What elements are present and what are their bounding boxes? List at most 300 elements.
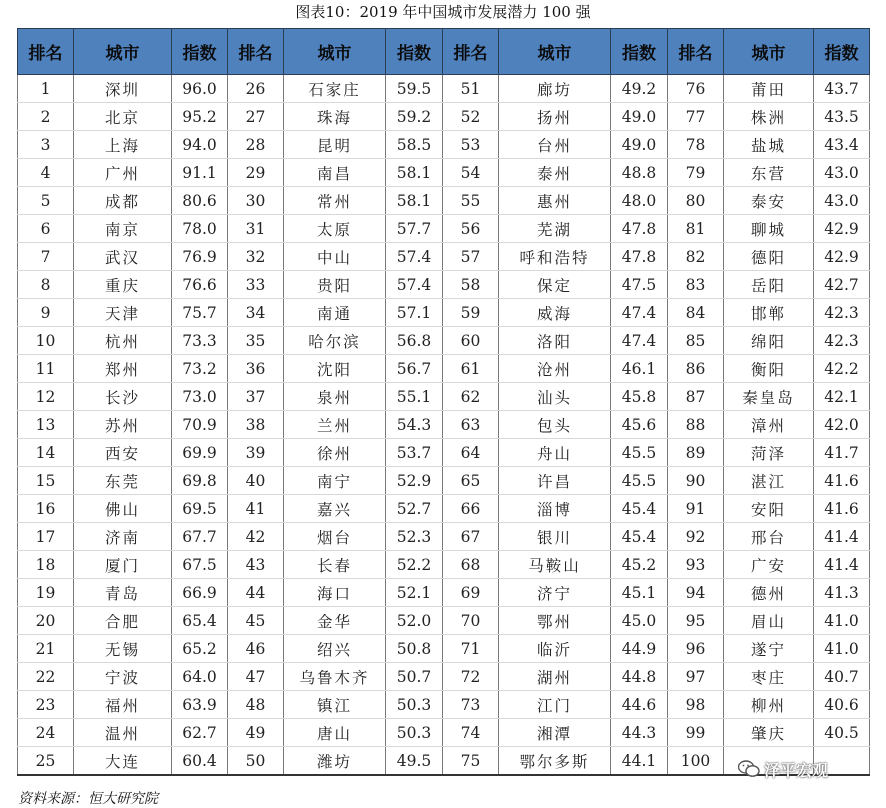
cell-rank: 18	[18, 551, 74, 579]
cell-rank: 34	[228, 299, 284, 327]
cell-index: 58.1	[386, 159, 443, 187]
cell-rank: 67	[443, 523, 499, 551]
cell-index: 66.9	[172, 579, 228, 607]
cell-city: 泰州	[499, 159, 611, 187]
cell-index: 73.0	[172, 383, 228, 411]
cell-index: 78.0	[172, 215, 228, 243]
cell-index: 57.1	[386, 299, 443, 327]
cell-city: 成都	[74, 187, 172, 215]
cell-rank: 70	[443, 607, 499, 635]
cell-city: 岳阳	[724, 271, 814, 299]
table-row	[18, 187, 870, 215]
header-city: 城市	[284, 29, 386, 75]
cell-rank: 36	[228, 355, 284, 383]
cell-city: 潍坊	[284, 747, 386, 776]
cell-rank: 9	[18, 299, 74, 327]
cell-index: 44.1	[611, 747, 668, 776]
cell-index: 42.2	[814, 355, 870, 383]
cell-rank: 51	[443, 75, 499, 103]
cell-index: 56.8	[386, 327, 443, 355]
cell-index: 57.4	[386, 271, 443, 299]
cell-rank: 84	[668, 299, 724, 327]
cell-index: 69.5	[172, 495, 228, 523]
cell-index: 58.1	[386, 187, 443, 215]
cell-rank: 21	[18, 635, 74, 663]
cell-index: 57.4	[386, 243, 443, 271]
cell-city: 莆田	[724, 75, 814, 103]
source-note: 资料来源：恒大研究院	[18, 791, 158, 807]
cell-rank: 100	[668, 747, 724, 776]
cell-rank: 71	[443, 635, 499, 663]
cell-index: 45.4	[611, 495, 668, 523]
cell-city: 宁波	[74, 663, 172, 691]
cell-city: 绵阳	[724, 327, 814, 355]
cell-city: 苏州	[74, 411, 172, 439]
cell-city: 杭州	[74, 327, 172, 355]
table-row	[18, 719, 870, 747]
cell-index: 55.1	[386, 383, 443, 411]
cell-rank: 14	[18, 439, 74, 467]
cell-index: 42.3	[814, 299, 870, 327]
cell-city: 佛山	[74, 495, 172, 523]
cell-index: 43.7	[814, 75, 870, 103]
cell-rank: 47	[228, 663, 284, 691]
cell-index: 41.4	[814, 551, 870, 579]
cell-city: 临沂	[499, 635, 611, 663]
header-rank: 排名	[443, 29, 499, 75]
cell-rank: 39	[228, 439, 284, 467]
cell-index: 47.8	[611, 215, 668, 243]
cell-city: 烟台	[284, 523, 386, 551]
cell-city: 大连	[74, 747, 172, 776]
cell-rank: 60	[443, 327, 499, 355]
cell-index: 45.6	[611, 411, 668, 439]
cell-rank: 93	[668, 551, 724, 579]
header-rank: 排名	[228, 29, 284, 75]
cell-index: 43.4	[814, 131, 870, 159]
cell-city: 威海	[499, 299, 611, 327]
cell-index: 70.9	[172, 411, 228, 439]
cell-city: 菏泽	[724, 439, 814, 467]
cell-city: 许昌	[499, 467, 611, 495]
cell-index: 52.3	[386, 523, 443, 551]
cell-rank: 97	[668, 663, 724, 691]
cell-rank: 19	[18, 579, 74, 607]
cell-city: 济宁	[499, 579, 611, 607]
cell-city: 秦皇岛	[724, 383, 814, 411]
cell-index: 40.6	[814, 691, 870, 719]
table-row	[18, 411, 870, 439]
header-index: 指数	[611, 29, 668, 75]
cell-city: 深圳	[74, 75, 172, 103]
cell-city: 江门	[499, 691, 611, 719]
cell-index: 41.4	[814, 523, 870, 551]
cell-rank: 27	[228, 103, 284, 131]
cell-index: 45.8	[611, 383, 668, 411]
cell-city: 柳州	[724, 691, 814, 719]
cell-city: 珠海	[284, 103, 386, 131]
cell-city: 漳州	[724, 411, 814, 439]
cell-city: 衡阳	[724, 355, 814, 383]
cell-index: 65.4	[172, 607, 228, 635]
cell-city: 广州	[74, 159, 172, 187]
cell-city: 厦门	[74, 551, 172, 579]
cell-city: 沧州	[499, 355, 611, 383]
cell-index: 52.0	[386, 607, 443, 635]
cell-index: 41.0	[814, 635, 870, 663]
cell-rank: 95	[668, 607, 724, 635]
cell-rank: 77	[668, 103, 724, 131]
table-row	[18, 551, 870, 579]
table-row	[18, 635, 870, 663]
header-city: 城市	[724, 29, 814, 75]
cell-rank: 61	[443, 355, 499, 383]
cell-rank: 7	[18, 243, 74, 271]
cell-index: 43.0	[814, 187, 870, 215]
cell-rank: 53	[443, 131, 499, 159]
cell-rank: 5	[18, 187, 74, 215]
cell-city: 郑州	[74, 355, 172, 383]
cell-index: 58.5	[386, 131, 443, 159]
cell-index: 43.0	[814, 159, 870, 187]
table-row	[18, 439, 870, 467]
header-rank: 排名	[668, 29, 724, 75]
cell-city: 呼和浩特	[499, 243, 611, 271]
cell-city: 惠州	[499, 187, 611, 215]
table-row	[18, 523, 870, 551]
cell-city: 遂宁	[724, 635, 814, 663]
cell-rank: 46	[228, 635, 284, 663]
cell-index: 42.3	[814, 327, 870, 355]
cell-index: 65.2	[172, 635, 228, 663]
cell-index: 49.2	[611, 75, 668, 103]
cell-city: 马鞍山	[499, 551, 611, 579]
cell-rank: 42	[228, 523, 284, 551]
cell-index: 41.6	[814, 495, 870, 523]
cell-rank: 54	[443, 159, 499, 187]
cell-rank: 57	[443, 243, 499, 271]
cell-index: 43.5	[814, 103, 870, 131]
cell-city: 温州	[74, 719, 172, 747]
cell-city: 青岛	[74, 579, 172, 607]
cell-index: 45.5	[611, 439, 668, 467]
table-row	[18, 383, 870, 411]
table-row	[18, 75, 870, 103]
cell-rank: 83	[668, 271, 724, 299]
cell-city: 乌鲁木齐	[284, 663, 386, 691]
cell-index: 52.1	[386, 579, 443, 607]
cell-city: 济南	[74, 523, 172, 551]
cell-city: 湛江	[724, 467, 814, 495]
table-row	[18, 355, 870, 383]
cell-city: 金华	[284, 607, 386, 635]
cell-rank: 45	[228, 607, 284, 635]
cell-city: 德州	[724, 579, 814, 607]
cell-index: 47.5	[611, 271, 668, 299]
header-city: 城市	[74, 29, 172, 75]
cell-index: 47.4	[611, 327, 668, 355]
cell-index: 69.8	[172, 467, 228, 495]
cell-city: 福州	[74, 691, 172, 719]
cell-index: 67.7	[172, 523, 228, 551]
cell-city: 贵阳	[284, 271, 386, 299]
cell-city: 长沙	[74, 383, 172, 411]
cell-rank: 64	[443, 439, 499, 467]
table-row	[18, 159, 870, 187]
cell-city: 无锡	[74, 635, 172, 663]
cell-rank: 44	[228, 579, 284, 607]
table-row	[18, 691, 870, 719]
cell-rank: 35	[228, 327, 284, 355]
cell-city: 合肥	[74, 607, 172, 635]
cell-rank: 22	[18, 663, 74, 691]
cell-rank: 30	[228, 187, 284, 215]
cell-city: 上海	[74, 131, 172, 159]
cell-rank: 1	[18, 75, 74, 103]
cell-index: 96.0	[172, 75, 228, 103]
cell-index: 44.9	[611, 635, 668, 663]
cell-rank: 56	[443, 215, 499, 243]
cell-index: 50.7	[386, 663, 443, 691]
cell-city: 天津	[74, 299, 172, 327]
table-row	[18, 103, 870, 131]
cell-city: 鄂尔多斯	[499, 747, 611, 776]
cell-index: 80.6	[172, 187, 228, 215]
cell-rank: 8	[18, 271, 74, 299]
cell-city: 常州	[284, 187, 386, 215]
cell-index: 60.4	[172, 747, 228, 776]
header-index: 指数	[814, 29, 870, 75]
table-row	[18, 579, 870, 607]
cell-city: 汕头	[499, 383, 611, 411]
cell-city: 肇庆	[724, 719, 814, 747]
cell-rank: 62	[443, 383, 499, 411]
cell-index: 59.5	[386, 75, 443, 103]
cell-rank: 48	[228, 691, 284, 719]
cell-index: 42.9	[814, 243, 870, 271]
cell-index: 42.0	[814, 411, 870, 439]
cell-rank: 10	[18, 327, 74, 355]
cell-city: 昆明	[284, 131, 386, 159]
cell-city: 眉山	[724, 607, 814, 635]
cell-rank: 38	[228, 411, 284, 439]
table-row	[18, 271, 870, 299]
table-row	[18, 243, 870, 271]
table-header-row	[18, 29, 870, 75]
cell-rank: 59	[443, 299, 499, 327]
cell-rank: 75	[443, 747, 499, 776]
cell-index: 53.7	[386, 439, 443, 467]
cell-city: 石家庄	[284, 75, 386, 103]
cell-rank: 87	[668, 383, 724, 411]
cell-index: 48.8	[611, 159, 668, 187]
cell-index: 69.9	[172, 439, 228, 467]
cell-rank: 80	[668, 187, 724, 215]
cell-index: 62.7	[172, 719, 228, 747]
cell-rank: 74	[443, 719, 499, 747]
watermark-text: 泽平宏观	[764, 760, 829, 780]
cell-rank: 72	[443, 663, 499, 691]
cell-city: 镇江	[284, 691, 386, 719]
cell-index: 75.7	[172, 299, 228, 327]
cell-city: 泉州	[284, 383, 386, 411]
cell-rank: 79	[668, 159, 724, 187]
cell-city: 哈尔滨	[284, 327, 386, 355]
cell-city: 盐城	[724, 131, 814, 159]
cell-rank: 25	[18, 747, 74, 776]
ranking-table	[17, 28, 870, 776]
cell-index: 46.1	[611, 355, 668, 383]
cell-rank: 37	[228, 383, 284, 411]
cell-city: 聊城	[724, 215, 814, 243]
cell-rank: 49	[228, 719, 284, 747]
cell-rank: 43	[228, 551, 284, 579]
cell-city: 东营	[724, 159, 814, 187]
cell-rank: 85	[668, 327, 724, 355]
cell-index: 73.3	[172, 327, 228, 355]
cell-rank: 3	[18, 131, 74, 159]
cell-city: 舟山	[499, 439, 611, 467]
cell-index: 56.7	[386, 355, 443, 383]
cell-index: 41.3	[814, 579, 870, 607]
cell-rank: 2	[18, 103, 74, 131]
table-title: 图表10：2019 年中国城市发展潜力 100 强	[295, 3, 591, 21]
cell-rank: 12	[18, 383, 74, 411]
cell-index: 76.9	[172, 243, 228, 271]
cell-index: 45.0	[611, 607, 668, 635]
header-rank: 排名	[18, 29, 74, 75]
cell-rank: 58	[443, 271, 499, 299]
cell-index: 42.1	[814, 383, 870, 411]
cell-rank: 16	[18, 495, 74, 523]
cell-rank: 32	[228, 243, 284, 271]
table-body	[18, 75, 870, 776]
cell-rank: 82	[668, 243, 724, 271]
cell-index: 64.0	[172, 663, 228, 691]
cell-rank: 99	[668, 719, 724, 747]
cell-city: 兰州	[284, 411, 386, 439]
cell-index: 45.5	[611, 467, 668, 495]
cell-index: 76.6	[172, 271, 228, 299]
cell-city: 嘉兴	[284, 495, 386, 523]
header-city: 城市	[499, 29, 611, 75]
cell-city: 南京	[74, 215, 172, 243]
cell-index: 94.0	[172, 131, 228, 159]
cell-index: 44.6	[611, 691, 668, 719]
table-row	[18, 607, 870, 635]
cell-index: 45.1	[611, 579, 668, 607]
cell-city: 廊坊	[499, 75, 611, 103]
cell-index: 91.1	[172, 159, 228, 187]
cell-city: 德阳	[724, 243, 814, 271]
cell-rank: 63	[443, 411, 499, 439]
cell-index: 57.7	[386, 215, 443, 243]
cell-rank: 33	[228, 271, 284, 299]
table-row	[18, 495, 870, 523]
cell-rank: 68	[443, 551, 499, 579]
cell-index: 59.2	[386, 103, 443, 131]
cell-rank: 81	[668, 215, 724, 243]
cell-rank: 94	[668, 579, 724, 607]
table-row	[18, 663, 870, 691]
cell-index: 52.9	[386, 467, 443, 495]
cell-index: 49.0	[611, 103, 668, 131]
cell-rank: 15	[18, 467, 74, 495]
cell-rank: 52	[443, 103, 499, 131]
cell-city: 广安	[724, 551, 814, 579]
cell-rank: 24	[18, 719, 74, 747]
cell-rank: 23	[18, 691, 74, 719]
cell-index: 48.0	[611, 187, 668, 215]
cell-rank: 50	[228, 747, 284, 776]
cell-rank: 91	[668, 495, 724, 523]
cell-city: 安阳	[724, 495, 814, 523]
cell-city: 唐山	[284, 719, 386, 747]
cell-rank: 96	[668, 635, 724, 663]
cell-city: 绍兴	[284, 635, 386, 663]
header-index: 指数	[172, 29, 228, 75]
cell-rank: 4	[18, 159, 74, 187]
cell-index: 47.8	[611, 243, 668, 271]
cell-city: 芜湖	[499, 215, 611, 243]
cell-city: 邯郸	[724, 299, 814, 327]
cell-rank: 86	[668, 355, 724, 383]
cell-rank: 17	[18, 523, 74, 551]
cell-city: 株洲	[724, 103, 814, 131]
cell-rank: 41	[228, 495, 284, 523]
cell-city: 泰安	[724, 187, 814, 215]
cell-index: 63.9	[172, 691, 228, 719]
cell-city: 邢台	[724, 523, 814, 551]
cell-rank: 65	[443, 467, 499, 495]
cell-index: 42.7	[814, 271, 870, 299]
cell-rank: 29	[228, 159, 284, 187]
cell-city: 洛阳	[499, 327, 611, 355]
cell-rank: 76	[668, 75, 724, 103]
cell-city: 枣庄	[724, 663, 814, 691]
cell-city: 重庆	[74, 271, 172, 299]
cell-city: 武汉	[74, 243, 172, 271]
cell-city: 南通	[284, 299, 386, 327]
cell-index: 49.5	[386, 747, 443, 776]
cell-index: 42.9	[814, 215, 870, 243]
cell-city: 包头	[499, 411, 611, 439]
cell-rank: 6	[18, 215, 74, 243]
cell-index: 50.8	[386, 635, 443, 663]
cell-index: 41.7	[814, 439, 870, 467]
cell-city: 保定	[499, 271, 611, 299]
cell-rank: 69	[443, 579, 499, 607]
cell-city: 台州	[499, 131, 611, 159]
cell-rank: 66	[443, 495, 499, 523]
cell-city: 湘潭	[499, 719, 611, 747]
cell-rank: 26	[228, 75, 284, 103]
cell-rank: 31	[228, 215, 284, 243]
watermark	[738, 756, 828, 782]
cell-city: 南昌	[284, 159, 386, 187]
cell-city: 沈阳	[284, 355, 386, 383]
cell-rank: 11	[18, 355, 74, 383]
cell-city: 长春	[284, 551, 386, 579]
cell-city: 鄂州	[499, 607, 611, 635]
cell-city: 银川	[499, 523, 611, 551]
cell-index: 73.2	[172, 355, 228, 383]
cell-index: 50.3	[386, 691, 443, 719]
table-row	[18, 215, 870, 243]
cell-rank: 88	[668, 411, 724, 439]
cell-city: 湖州	[499, 663, 611, 691]
cell-index: 44.8	[611, 663, 668, 691]
